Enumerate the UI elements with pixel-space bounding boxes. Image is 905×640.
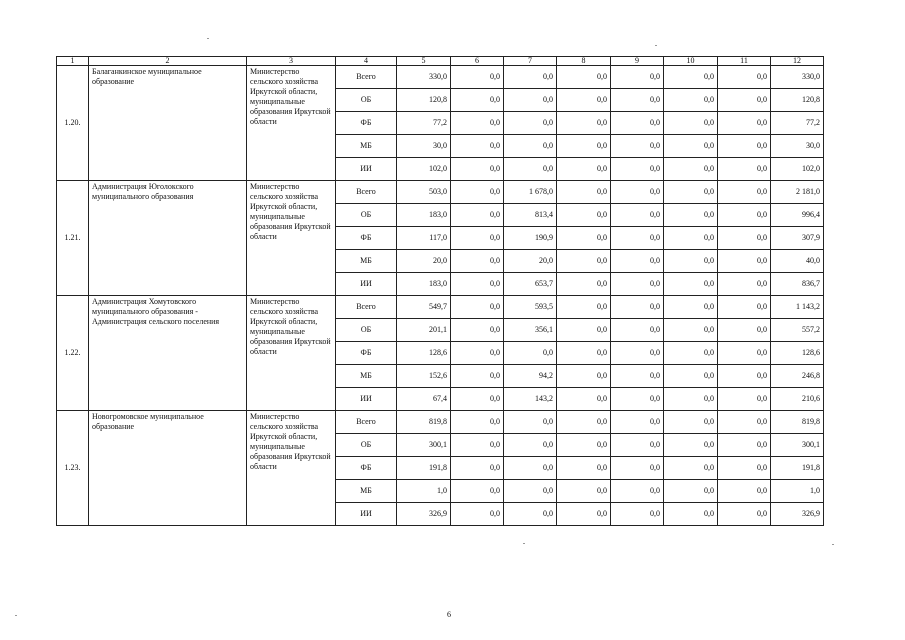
amount-cell: 201,1	[397, 319, 451, 342]
amount-cell: 191,8	[397, 457, 451, 480]
amount-cell: 0,0	[611, 319, 664, 342]
amount-cell: 0,0	[664, 227, 718, 250]
amount-cell: 1 143,2	[771, 296, 824, 319]
table-row	[57, 66, 824, 89]
scan-speck	[523, 543, 525, 544]
amount-cell: 120,8	[771, 89, 824, 112]
amount-cell: 0,0	[718, 388, 771, 411]
amount-cell: 0,0	[557, 480, 611, 503]
amount-cell: 0,0	[611, 296, 664, 319]
amount-cell: 0,0	[718, 342, 771, 365]
amount-cell: 0,0	[718, 273, 771, 296]
responsible-executor: Министерство сельского хозяйства Иркутской области, муниципальные образования Иркутской области	[247, 181, 336, 296]
amount-cell: 0,0	[557, 319, 611, 342]
amount-cell: 0,0	[664, 181, 718, 204]
responsible-executor: Министерство сельского хозяйства Иркутской области, муниципальные образования Иркутской области	[247, 411, 336, 526]
amount-cell: 557,2	[771, 319, 824, 342]
amount-cell: 0,0	[664, 411, 718, 434]
amount-cell: 0,0	[611, 181, 664, 204]
amount-cell: 0,0	[451, 135, 504, 158]
amount-cell: 0,0	[611, 388, 664, 411]
table-row	[57, 181, 824, 204]
amount-cell: 0,0	[504, 342, 557, 365]
amount-cell: 0,0	[557, 296, 611, 319]
amount-cell: 0,0	[451, 411, 504, 434]
amount-cell: 819,8	[771, 411, 824, 434]
amount-cell: 836,7	[771, 273, 824, 296]
amount-cell: 0,0	[611, 204, 664, 227]
amount-cell: 20,0	[397, 250, 451, 273]
column-number: 9	[611, 57, 664, 66]
amount-cell: 0,0	[504, 457, 557, 480]
amount-cell: 0,0	[557, 89, 611, 112]
amount-cell: 0,0	[557, 66, 611, 89]
scan-speck	[15, 615, 17, 616]
municipality-name: Администрация Юголокского муниципального образования	[89, 181, 247, 296]
amount-cell: 549,7	[397, 296, 451, 319]
amount-cell: 94,2	[504, 365, 557, 388]
amount-cell: 0,0	[557, 135, 611, 158]
amount-cell: 120,8	[397, 89, 451, 112]
amount-cell: 0,0	[664, 204, 718, 227]
amount-cell: 0,0	[504, 480, 557, 503]
amount-cell: 0,0	[611, 342, 664, 365]
amount-cell: 40,0	[771, 250, 824, 273]
column-number: 4	[336, 57, 397, 66]
scan-speck	[655, 45, 657, 46]
amount-cell: 143,2	[504, 388, 557, 411]
amount-cell: 0,0	[718, 503, 771, 526]
amount-cell: 300,1	[397, 434, 451, 457]
funding-source: ОБ	[336, 319, 397, 342]
amount-cell: 30,0	[771, 135, 824, 158]
amount-cell: 0,0	[611, 273, 664, 296]
amount-cell: 0,0	[718, 135, 771, 158]
amount-cell: 0,0	[718, 89, 771, 112]
amount-cell: 0,0	[504, 503, 557, 526]
scan-speck	[207, 38, 209, 39]
amount-cell: 0,0	[451, 250, 504, 273]
amount-cell: 0,0	[664, 273, 718, 296]
amount-cell: 77,2	[771, 112, 824, 135]
amount-cell: 0,0	[504, 66, 557, 89]
amount-cell: 0,0	[451, 158, 504, 181]
amount-cell: 326,9	[771, 503, 824, 526]
amount-cell: 356,1	[504, 319, 557, 342]
amount-cell: 0,0	[451, 273, 504, 296]
amount-cell: 117,0	[397, 227, 451, 250]
amount-cell: 0,0	[664, 480, 718, 503]
amount-cell: 0,0	[451, 365, 504, 388]
funding-source: ОБ	[336, 204, 397, 227]
amount-cell: 300,1	[771, 434, 824, 457]
item-code: 1.22.	[57, 296, 89, 411]
funding-source: МБ	[336, 250, 397, 273]
amount-cell: 0,0	[611, 250, 664, 273]
amount-cell: 0,0	[611, 480, 664, 503]
column-number: 12	[771, 57, 824, 66]
amount-cell: 0,0	[504, 112, 557, 135]
funding-source: МБ	[336, 135, 397, 158]
amount-cell: 0,0	[664, 434, 718, 457]
funding-source: Всего	[336, 181, 397, 204]
amount-cell: 0,0	[664, 296, 718, 319]
amount-cell: 0,0	[611, 66, 664, 89]
amount-cell: 0,0	[611, 158, 664, 181]
amount-cell: 0,0	[504, 135, 557, 158]
amount-cell: 1,0	[771, 480, 824, 503]
amount-cell: 0,0	[664, 112, 718, 135]
amount-cell: 0,0	[718, 411, 771, 434]
amount-cell: 0,0	[718, 158, 771, 181]
amount-cell: 0,0	[557, 273, 611, 296]
funding-source: ФБ	[336, 227, 397, 250]
column-number: 8	[557, 57, 611, 66]
amount-cell: 326,9	[397, 503, 451, 526]
amount-cell: 0,0	[557, 250, 611, 273]
amount-cell: 67,4	[397, 388, 451, 411]
item-code: 1.23.	[57, 411, 89, 526]
amount-cell: 0,0	[451, 434, 504, 457]
responsible-executor: Министерство сельского хозяйства Иркутской области, муниципальные образования Иркутской области	[247, 296, 336, 411]
amount-cell: 77,2	[397, 112, 451, 135]
column-number: 2	[89, 57, 247, 66]
amount-cell: 0,0	[664, 319, 718, 342]
page-number: 6	[447, 610, 451, 619]
funding-source: ИИ	[336, 388, 397, 411]
funding-source: ОБ	[336, 89, 397, 112]
amount-cell: 0,0	[451, 204, 504, 227]
amount-cell: 0,0	[611, 135, 664, 158]
funding-source: ИИ	[336, 158, 397, 181]
amount-cell: 102,0	[771, 158, 824, 181]
amount-cell: 0,0	[557, 204, 611, 227]
amount-cell: 0,0	[664, 158, 718, 181]
amount-cell: 0,0	[718, 181, 771, 204]
amount-cell: 330,0	[397, 66, 451, 89]
amount-cell: 0,0	[451, 89, 504, 112]
amount-cell: 0,0	[557, 457, 611, 480]
amount-cell: 0,0	[451, 181, 504, 204]
amount-cell: 0,0	[504, 411, 557, 434]
amount-cell: 30,0	[397, 135, 451, 158]
amount-cell: 152,6	[397, 365, 451, 388]
column-number: 5	[397, 57, 451, 66]
amount-cell: 0,0	[451, 342, 504, 365]
funding-source: ОБ	[336, 434, 397, 457]
amount-cell: 0,0	[718, 296, 771, 319]
amount-cell: 0,0	[718, 227, 771, 250]
column-number: 10	[664, 57, 718, 66]
amount-cell: 128,6	[397, 342, 451, 365]
amount-cell: 996,4	[771, 204, 824, 227]
amount-cell: 0,0	[664, 365, 718, 388]
amount-cell: 128,6	[771, 342, 824, 365]
amount-cell: 0,0	[557, 342, 611, 365]
amount-cell: 0,0	[664, 135, 718, 158]
amount-cell: 0,0	[557, 365, 611, 388]
amount-cell: 191,8	[771, 457, 824, 480]
amount-cell: 0,0	[664, 388, 718, 411]
amount-cell: 0,0	[611, 434, 664, 457]
amount-cell: 0,0	[611, 89, 664, 112]
amount-cell: 0,0	[557, 112, 611, 135]
column-number: 11	[718, 57, 771, 66]
amount-cell: 503,0	[397, 181, 451, 204]
amount-cell: 0,0	[451, 480, 504, 503]
funding-source: Всего	[336, 411, 397, 434]
funding-source: Всего	[336, 66, 397, 89]
amount-cell: 0,0	[451, 227, 504, 250]
column-number: 3	[247, 57, 336, 66]
item-code: 1.21.	[57, 181, 89, 296]
amount-cell: 0,0	[664, 250, 718, 273]
amount-cell: 0,0	[557, 158, 611, 181]
amount-cell: 0,0	[451, 388, 504, 411]
funding-source: ИИ	[336, 503, 397, 526]
amount-cell: 0,0	[664, 457, 718, 480]
amount-cell: 0,0	[664, 503, 718, 526]
amount-cell: 0,0	[504, 158, 557, 181]
table-row	[57, 411, 824, 434]
amount-cell: 0,0	[718, 457, 771, 480]
funding-source: МБ	[336, 365, 397, 388]
amount-cell: 20,0	[504, 250, 557, 273]
amount-cell: 0,0	[718, 480, 771, 503]
funding-source: МБ	[336, 480, 397, 503]
amount-cell: 0,0	[718, 204, 771, 227]
amount-cell: 183,0	[397, 273, 451, 296]
amount-cell: 593,5	[504, 296, 557, 319]
amount-cell: 0,0	[611, 365, 664, 388]
amount-cell: 330,0	[771, 66, 824, 89]
municipality-name: Балаганкинское муниципальное образование	[89, 66, 247, 181]
amount-cell: 0,0	[451, 296, 504, 319]
scan-speck	[832, 544, 834, 545]
amount-cell: 0,0	[611, 457, 664, 480]
amount-cell: 0,0	[718, 365, 771, 388]
column-number: 7	[504, 57, 557, 66]
funding-source: ФБ	[336, 342, 397, 365]
amount-cell: 0,0	[451, 503, 504, 526]
amount-cell: 0,0	[664, 66, 718, 89]
funding-source: Всего	[336, 296, 397, 319]
amount-cell: 819,8	[397, 411, 451, 434]
amount-cell: 246,8	[771, 365, 824, 388]
amount-cell: 1 678,0	[504, 181, 557, 204]
amount-cell: 0,0	[718, 250, 771, 273]
amount-cell: 0,0	[504, 89, 557, 112]
responsible-executor: Министерство сельского хозяйства Иркутской области, муниципальные образования Иркутской области	[247, 66, 336, 181]
amount-cell: 0,0	[557, 503, 611, 526]
funding-source: ИИ	[336, 273, 397, 296]
amount-cell: 307,9	[771, 227, 824, 250]
amount-cell: 0,0	[611, 503, 664, 526]
amount-cell: 1,0	[397, 480, 451, 503]
item-code: 1.20.	[57, 66, 89, 181]
amount-cell: 0,0	[611, 112, 664, 135]
amount-cell: 0,0	[664, 342, 718, 365]
municipality-name: Новогромовское муниципальное образование	[89, 411, 247, 526]
amount-cell: 0,0	[718, 434, 771, 457]
funding-table	[56, 56, 824, 526]
amount-cell: 0,0	[611, 411, 664, 434]
amount-cell: 0,0	[557, 411, 611, 434]
amount-cell: 0,0	[451, 112, 504, 135]
amount-cell: 0,0	[451, 457, 504, 480]
amount-cell: 813,4	[504, 204, 557, 227]
municipality-name: Администрация Хомутовского муниципального образования - Администрация сельского поселения	[89, 296, 247, 411]
amount-cell: 190,9	[504, 227, 557, 250]
table-row	[57, 296, 824, 319]
column-number: 6	[451, 57, 504, 66]
amount-cell: 0,0	[451, 319, 504, 342]
funding-source: ФБ	[336, 112, 397, 135]
amount-cell: 0,0	[718, 319, 771, 342]
amount-cell: 102,0	[397, 158, 451, 181]
amount-cell: 0,0	[451, 66, 504, 89]
amount-cell: 0,0	[557, 434, 611, 457]
column-number-row	[57, 57, 824, 66]
amount-cell: 0,0	[718, 66, 771, 89]
amount-cell: 0,0	[557, 227, 611, 250]
amount-cell: 0,0	[664, 89, 718, 112]
amount-cell: 2 181,0	[771, 181, 824, 204]
amount-cell: 0,0	[718, 112, 771, 135]
funding-source: ФБ	[336, 457, 397, 480]
amount-cell: 0,0	[504, 434, 557, 457]
column-number: 1	[57, 57, 89, 66]
amount-cell: 653,7	[504, 273, 557, 296]
amount-cell: 210,6	[771, 388, 824, 411]
amount-cell: 183,0	[397, 204, 451, 227]
amount-cell: 0,0	[557, 181, 611, 204]
amount-cell: 0,0	[557, 388, 611, 411]
amount-cell: 0,0	[611, 227, 664, 250]
